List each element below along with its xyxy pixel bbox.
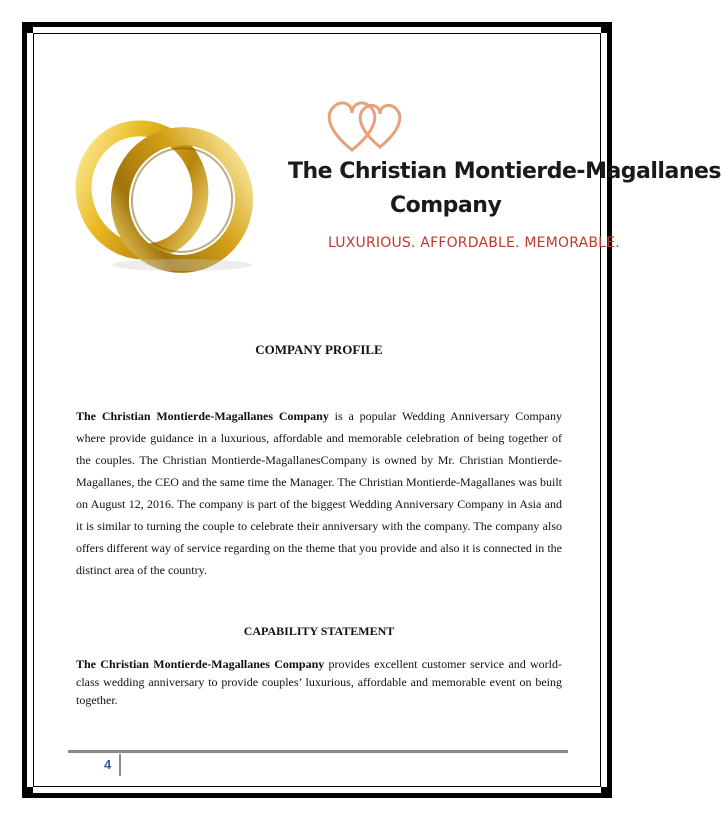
footer-rule xyxy=(68,750,568,753)
logo-company-word: Company xyxy=(390,193,502,218)
border-corner-top-left xyxy=(22,22,33,33)
company-profile-heading: COMPANY PROFILE xyxy=(255,342,383,357)
border-corner-top-right xyxy=(601,22,612,33)
border-corner-bottom-right xyxy=(601,787,612,798)
logo-tagline: LUXURIOUS. AFFORDABLE. MEMORABLE. xyxy=(328,235,620,251)
hearts-icon xyxy=(322,95,412,155)
company-name-bold: The Christian Montierde-Magallanes Company xyxy=(76,657,325,671)
company-profile-text: is a popular Wedding Anniversary Company where provide guidance in a luxurious, affordable and memorable celebration of being together of the couples. The Christian Montierde-MagallanesCompany is owned by Mr. Christian Montierde-Magallanes, the CEO and the same time the Manager. The Christian Montierde-Magallanes was built on August 12, 2016. The company is part of the biggest Wedding Anniversary Company in Asia and it is similar to turning the couple to celebrate their anniversary with the company. The company also offers different way of service regarding on the theme that you provide and also it is connected in the distinct area of the country. xyxy=(76,409,562,577)
company-logo xyxy=(70,95,721,275)
logo-company-name: The Christian Montierde-Magallanes xyxy=(288,159,721,184)
capability-statement-paragraph xyxy=(76,655,562,709)
capability-statement-heading: CAPABILITY STATEMENT xyxy=(243,624,395,638)
border-corner-bottom-left xyxy=(22,787,33,798)
company-profile-paragraph xyxy=(76,405,562,581)
page-number: 4 xyxy=(104,757,112,772)
footer-divider xyxy=(119,754,121,776)
capability-statement-text: provides excellent customer service and world-class wedding anniversary to provide couples’ luxurious, affordable and memorable event on being together. xyxy=(76,657,562,707)
company-name-bold: The Christian Montierde-Magallanes Company xyxy=(76,409,329,423)
